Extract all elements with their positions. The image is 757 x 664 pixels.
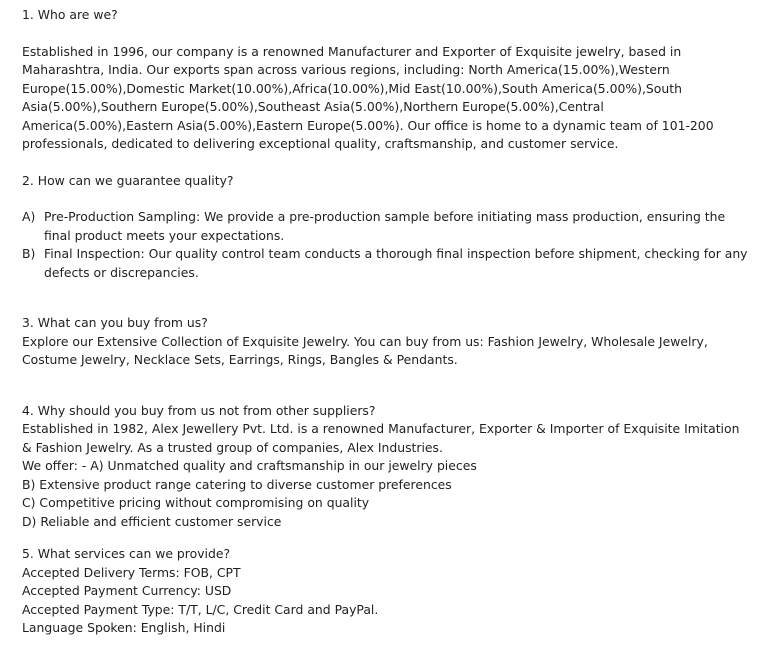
offer-line: B) Extensive product range catering to diverse customer preferences bbox=[22, 476, 452, 492]
list-item-text: Pre-Production Sampling: We provide a pre-production sample before initiating mass production, ensuring the final product meets your expectations. bbox=[44, 209, 726, 243]
section-services bbox=[22, 545, 750, 638]
service-line: Accepted Payment Type: T/T, L/C, Credit Card and PayPal. bbox=[22, 601, 379, 617]
list-marker: A) bbox=[22, 209, 36, 224]
offer-line: We offer: - A) Unmatched quality and craftsmanship in our jewelry pieces bbox=[22, 458, 477, 473]
section-paragraph: Established in 1996, our company is a renowned Manufacturer and Exporter of Exquisite jewelry, based in Maharashtra, India. Our exports span across various regions, including: North America(15.00%),Western Europe(15.00%),Domestic Market(10.00%),Africa(10.00%),Mid East(10.00%),South America(5.00%),South Asia(5.00%),Southern Europe(5.00%),Southeast Asia(5.00%),Northern Europe(5.00%),Central America(5.00%),Eastern Asia(5.00%),Eastern Europe(5.00%). Our office is home to a dynamic team of 101-200 professionals, dedicated to delivering exceptional quality, craftsmanship, and customer service. bbox=[22, 43, 714, 151]
section-heading: 2. How can we guarantee quality? bbox=[22, 172, 234, 188]
section-heading: 3. What can you buy from us? bbox=[22, 315, 208, 330]
service-line: Accepted Delivery Terms: FOB, CPT bbox=[22, 564, 241, 580]
section-who-are-we bbox=[22, 6, 750, 154]
service-line: Accepted Payment Currency: USD bbox=[22, 583, 232, 598]
offer-line: D) Reliable and efficient customer service bbox=[22, 513, 282, 529]
section-heading: 5. What services can we provide? bbox=[22, 546, 231, 561]
section-heading: 1. Who are we? bbox=[22, 7, 118, 22]
list-item bbox=[22, 208, 750, 245]
section-paragraph: Explore our Extensive Collection of Exquisite Jewelry. You can buy from us: Fashion Jewelry, Wholesale Jewelry, Costume Jewelry, Necklace Sets, Earrings, Rings, Bangles & Pendants. bbox=[22, 333, 708, 367]
section-what-to-buy bbox=[22, 314, 750, 370]
section-heading: 4. Why should you buy from us not from other suppliers? bbox=[22, 402, 376, 418]
list-marker: B) bbox=[22, 246, 36, 261]
list-item-text: Final Inspection: Our quality control team conducts a thorough final inspection before shipment, checking for any defects or discrepancies. bbox=[44, 246, 748, 280]
section-why-us bbox=[22, 402, 750, 532]
section-quality bbox=[22, 172, 750, 283]
service-line: Language Spoken: English, Hindi bbox=[22, 620, 226, 635]
offer-line: C) Competitive pricing without compromising on quality bbox=[22, 495, 370, 510]
section-paragraph: Established in 1982, Alex Jewellery Pvt. Ltd. is a renowned Manufacturer, Exporter & Importer of Exquisite Imitation & Fashion Jewelry. As a trusted group of companies, Alex Industries. bbox=[22, 421, 740, 455]
list-item bbox=[22, 245, 750, 282]
document bbox=[22, 6, 750, 638]
